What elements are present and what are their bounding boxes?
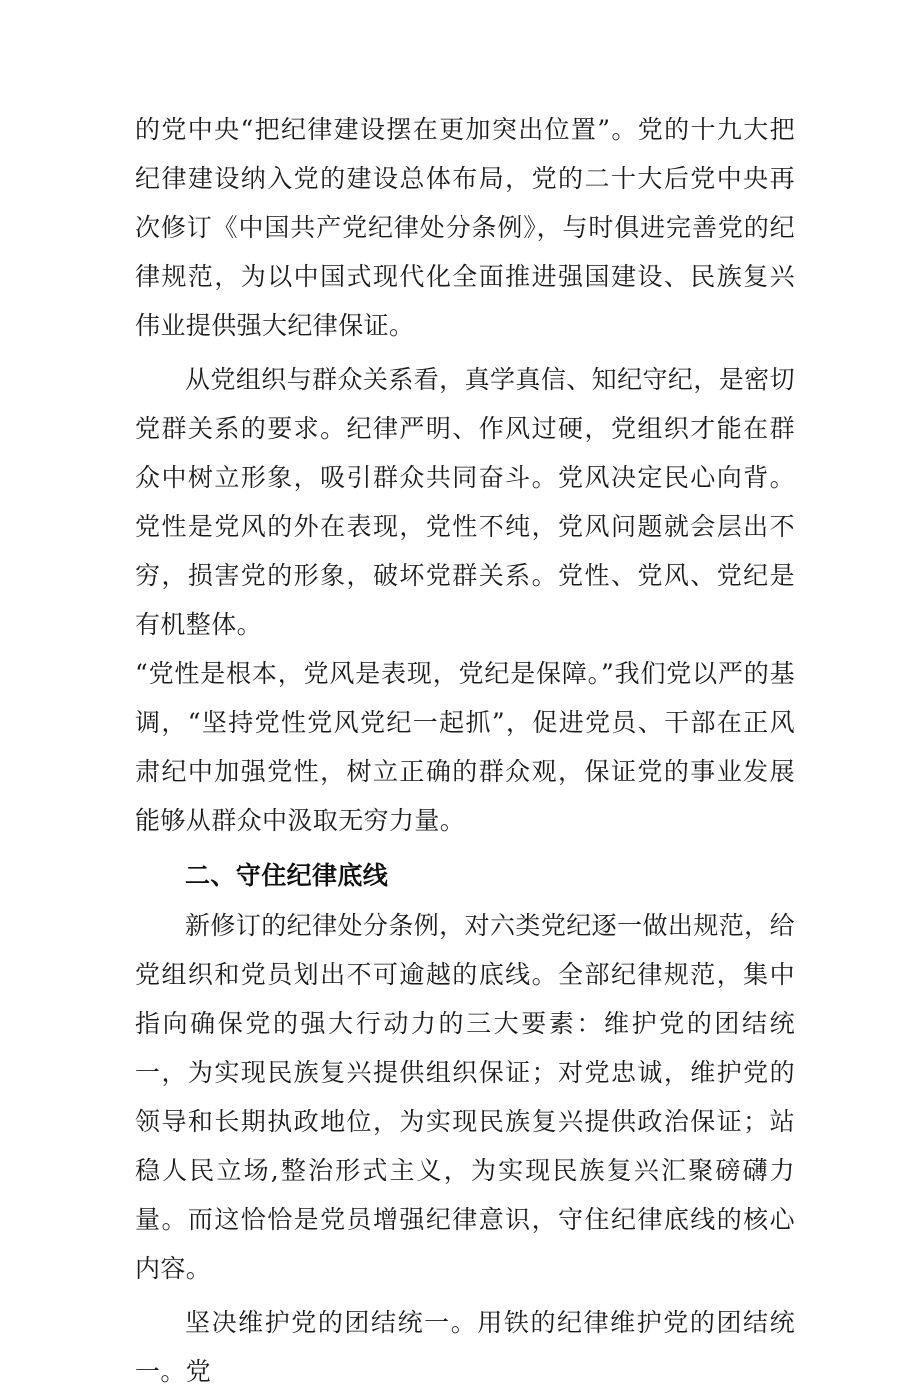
paragraph-party-discipline-history: 的党中央“把纪律建设摆在更加突出位置”。党的十九大把纪律建设纳入党的建设总体布局，党的二十大后党中央再次修订《中国共产党纪律处分条例》，与时俱进完善党的纪律规范，为以中国式现代化全面推进强国建设、民族复兴伟业提供强大纪律保证。 — [135, 115, 795, 340]
section-heading-discipline-bottom-line: 二、守住纪律底线 — [185, 861, 389, 890]
paragraph-revised-regulations: 新修订的纪律处分条例，对六类党纪逐一做出规范，给党组织和党员划出不可逾越的底线。全部纪律规范，集中指向确保党的强大行动力的三大要素：维护党的团结统一，为实现民族复兴提供组织保证；对党忠诚，维护党的领导和长期执政地位，为实现民族复兴提供政治保证；站稳人民立场,整治形式主义，为实现民族复兴汇聚磅礴力量。而这恰恰是党员增强纪律意识，守住纪律底线的核心内容。 — [135, 911, 795, 1283]
paragraph-party-spirit-quote: “党性是根本，党风是表现，党纪是保障。”我们党以严的基调，“坚持党性党风党纪一起抓”，促进党员、干部在正风肃纪中加强党性，树立正确的群众观，保证党的事业发展能够从群众中汲取无穷力量。 — [135, 659, 795, 835]
paragraph-party-unity: 坚决维护党的团结统一。用铁的纪律维护党的团结统一。党 — [135, 1308, 795, 1386]
paragraph-party-mass-relations: 从党组织与群众关系看，真学真信、知纪守纪，是密切党群关系的要求。纪律严明、作风过硬，党组织才能在群众中树立形象，吸引群众共同奋斗。党风决定民心向背。党性是党风的外在表现，党性不纯，党风问题就会层出不穷，损害党的形象，破坏党群关系。党性、党风、党纪是有机整体。 — [135, 365, 795, 639]
document-body — [135, 105, 795, 1396]
